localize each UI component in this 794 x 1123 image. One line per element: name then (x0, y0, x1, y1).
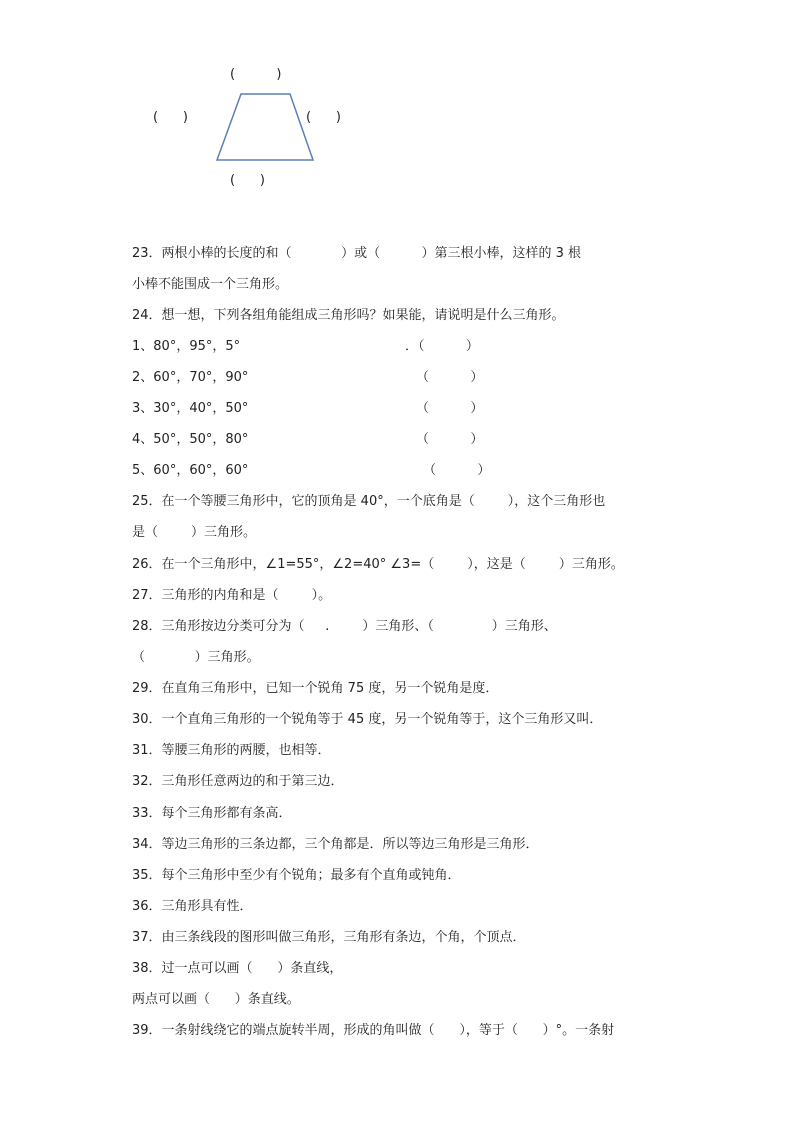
q24-answer-5: （ ） (423, 463, 491, 478)
q29: 29．在直角三角形中，已知一个锐角 75 度，另一个锐角是度． (132, 681, 499, 696)
q34: 34．等边三角形的三条边都，三个角都是．所以等边三角形是三角形． (132, 837, 539, 852)
q28-line2: （ ）三角形。 (132, 650, 260, 665)
q31: 31．等腰三角形的两腰，也相等． (132, 743, 331, 758)
trapezoid-right-blank: ( ) (306, 110, 341, 125)
q24-answer-4: （ ） (416, 432, 484, 447)
trapezoid-left-blank: ( ) (153, 110, 188, 125)
q25-line2: 是（ ）三角形。 (132, 525, 257, 540)
q25-line1: 25．在一个等腰三角形中，它的顶角是 40°，一个底角是（ ），这个三角形也 (132, 494, 606, 509)
q37: 37．由三条线段的图形叫做三角形，三角形有条边，个角，个顶点． (132, 930, 526, 945)
q35: 35．每个三角形中至少有个锐角；最多有个直角或钝角． (132, 868, 461, 883)
trapezoid-shape (217, 94, 313, 160)
q23-line2: 小棒不能围成一个三角形。 (132, 277, 289, 292)
q24-item-2: 2、60°，70°，90° (132, 370, 249, 385)
q26: 26．在一个三角形中，∠1=55°，∠2=40° ∠3=（ ），这是（ ）三角形。 (132, 557, 624, 572)
q24-item-5: 5、60°，60°，60° (132, 463, 249, 478)
q38-line1: 38．过一点可以画（ ）条直线， (132, 961, 343, 976)
q28-line1: 28．三角形按边分类可分为（ . ）三角形、（ ）三角形、 (132, 619, 557, 634)
q24-answer-2: （ ） (416, 370, 484, 385)
q24-item-4: 4、50°，50°，80° (132, 432, 249, 447)
q24-answer-3: （ ） (416, 401, 484, 416)
q24-title: 24．想一想，下列各组角能组成三角形吗？如果能，请说明是什么三角形。 (132, 308, 565, 323)
q32: 32．三角形任意两边的和于第三边． (132, 774, 344, 789)
q33: 33．每个三角形都有条高． (132, 806, 292, 821)
q24-item-1: 1、80°，95°，5° (132, 339, 241, 354)
trapezoid-figure (0, 0, 794, 220)
q39: 39．一条射线绕它的端点旋转半周，形成的角叫做（ ），等于（ ）°。一条射 (132, 1023, 615, 1038)
q38-line2: 两点可以画（ ）条直线。 (132, 992, 300, 1007)
trapezoid-top-blank: ( ) (230, 67, 282, 82)
q23-line1: 23．两根小棒的长度的和（ ）或（ ）第三根小棒，这样的 3 根 (132, 246, 581, 261)
q36: 36．三角形具有性． (132, 899, 253, 914)
trapezoid-bottom-blank: ( ) (230, 173, 265, 188)
q30: 30．一个直角三角形的一个锐角等于 45 度，另一个锐角等于，这个三角形又叫． (132, 712, 603, 727)
q24-answer-1: ．（ ） (405, 339, 479, 354)
q24-item-3: 3、30°，40°，50° (132, 401, 249, 416)
q27: 27．三角形的内角和是（ ）。 (132, 588, 332, 603)
